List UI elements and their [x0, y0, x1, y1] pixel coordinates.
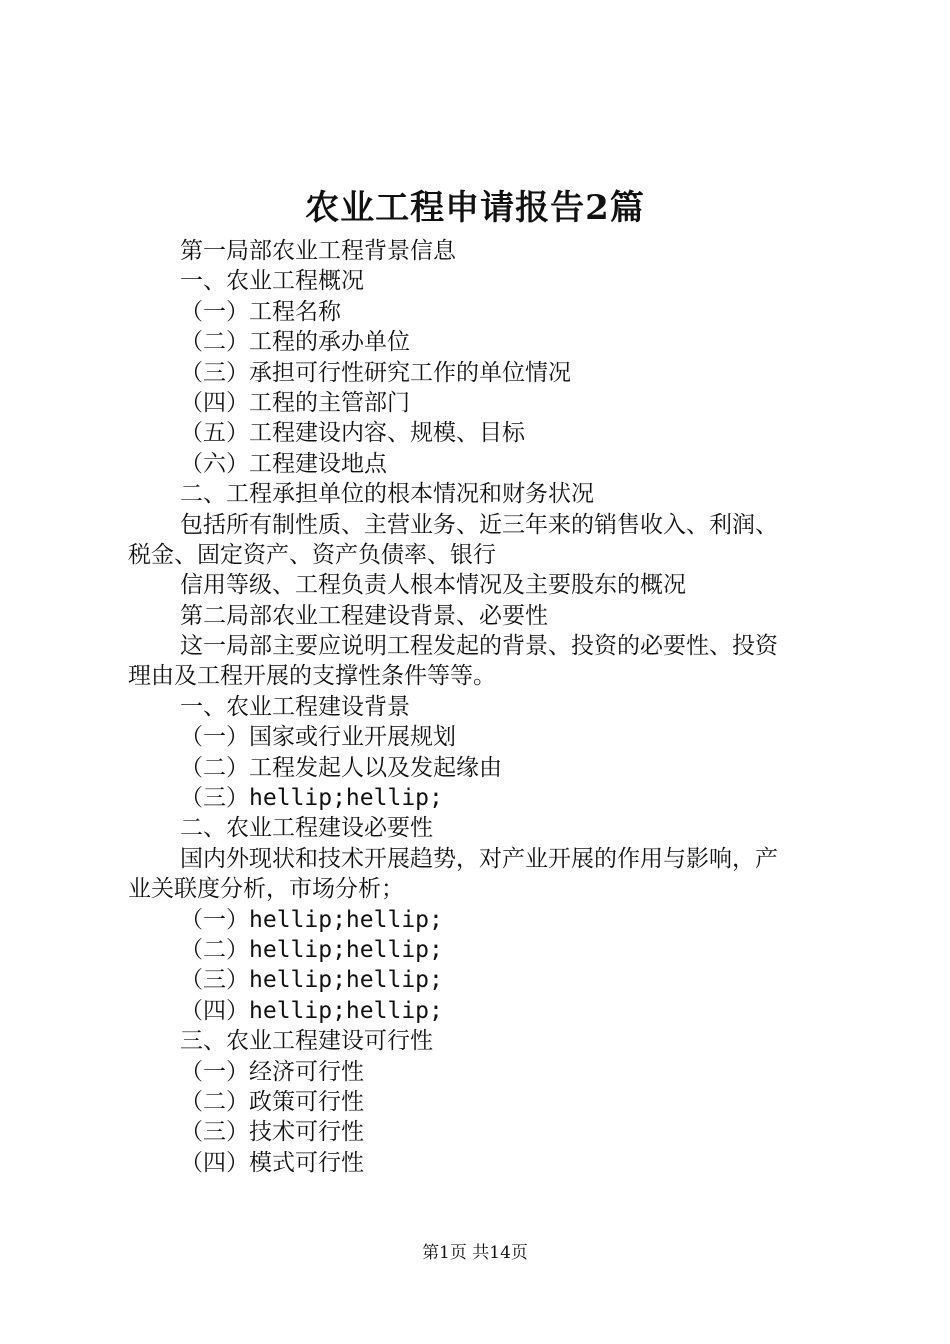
subsection-heading: 一、农业工程建设背景: [180, 693, 410, 720]
list-item: （三）技术可行性: [180, 1119, 364, 1146]
paragraph-line: 信用等级、工程负责人根本情况及主要股东的概况: [180, 572, 686, 599]
list-item: （一）经济可行性: [180, 1058, 364, 1085]
list-item: （四）hellip;hellip;: [180, 997, 443, 1024]
paragraph-line: 包括所有制性质、主营业务、近三年来的销售收入、利润、: [180, 511, 778, 538]
section-heading: 第一局部农业工程背景信息: [180, 238, 456, 264]
list-item: （三）hellip;hellip;: [180, 967, 443, 994]
subsection-heading: 三、农业工程建设可行性: [180, 1028, 433, 1055]
list-item: （一）工程名称: [180, 298, 341, 325]
list-item: （二）工程发起人以及发起缘由: [180, 754, 502, 781]
list-item: （一）国家或行业开展规划: [180, 724, 456, 751]
document-body: [128, 236, 833, 1178]
paragraph-line: 理由及工程开展的支撑性条件等等。: [128, 663, 496, 690]
list-item: （二）工程的承办单位: [180, 329, 410, 356]
paragraph-line: 税金、固定资产、资产负债率、银行: [128, 541, 496, 568]
paragraph-line: 业关联度分析，市场分析；: [128, 876, 404, 903]
document-title: 农业工程申请报告2篇: [305, 188, 645, 228]
list-item: （二）hellip;hellip;: [180, 936, 443, 963]
list-item: （一）hellip;hellip;: [180, 906, 443, 933]
subsection-heading: 二、农业工程建设必要性: [180, 815, 433, 842]
paragraph-line: 国内外现状和技术开展趋势，对产业开展的作用与影响，产: [180, 845, 778, 872]
list-item: （三）hellip;hellip;: [180, 785, 443, 812]
list-item: （四）模式可行性: [180, 1149, 364, 1176]
subsection-heading: 二、工程承担单位的根本情况和财务状况: [180, 481, 594, 508]
list-item: （五）工程建设内容、规模、目标: [180, 420, 525, 447]
paragraph-line: 这一局部主要应说明工程发起的背景、投资的必要性、投资: [180, 633, 778, 660]
section-heading: 第二局部农业工程建设背景、必要性: [180, 602, 548, 629]
subsection-heading: 一、农业工程概况: [180, 268, 364, 295]
list-item: （三）承担可行性研究工作的单位情况: [180, 359, 571, 386]
page-footer: 第1页 共14页: [422, 1243, 528, 1263]
list-item: （四）工程的主管部门: [180, 389, 410, 416]
list-item: （六）工程建设地点: [180, 450, 387, 477]
list-item: （二）政策可行性: [180, 1088, 364, 1115]
